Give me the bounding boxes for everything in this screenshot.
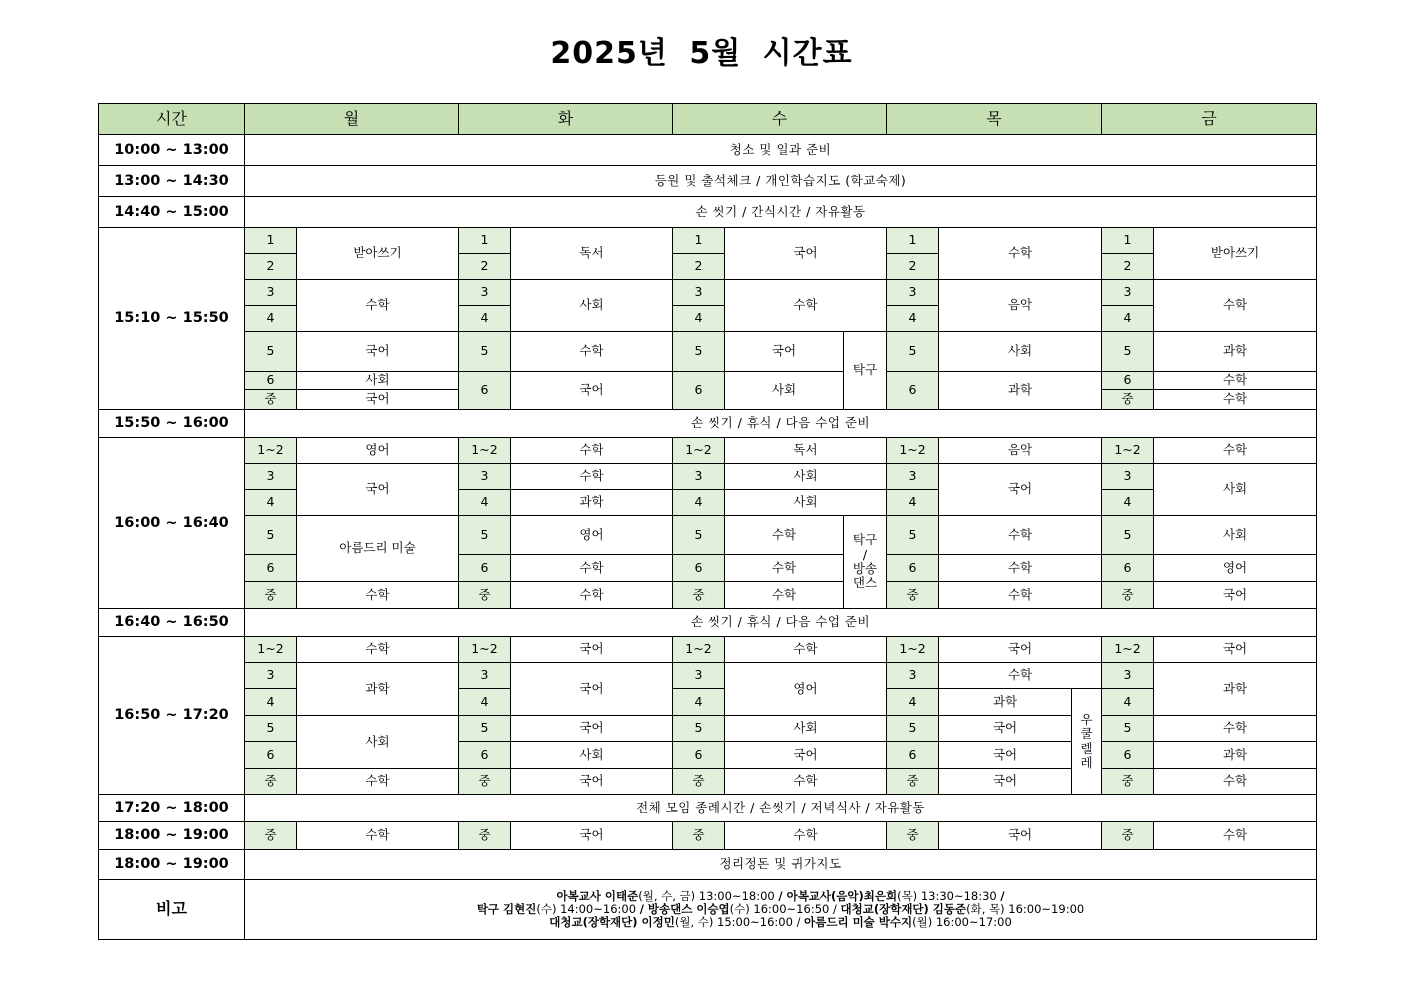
grade-cell: 3 [459, 663, 511, 689]
grade-cell: 6 [459, 742, 511, 769]
subject-cell: 국어 [297, 390, 459, 410]
subject-cell: 수학 [1154, 438, 1317, 464]
table-row [99, 197, 1317, 228]
subject-cell: 국어 [939, 464, 1102, 516]
timetable [98, 103, 1317, 940]
table-row [99, 582, 1317, 609]
grade-cell: 4 [459, 689, 511, 716]
grade-cell: 2 [887, 254, 939, 280]
ukulele-cell: 우 쿨 렐 레 [1072, 689, 1102, 795]
table-row [99, 166, 1317, 197]
note-segment: (수) 16:00~16:50 / [729, 901, 841, 916]
note-cell [245, 880, 1317, 940]
subject-cell: 영어 [1154, 555, 1317, 582]
subject-cell: 과학 [511, 490, 673, 516]
grade-cell: 4 [887, 306, 939, 332]
table-row [99, 663, 1317, 689]
activity-cell: 손 씻기 / 휴식 / 다음 수업 준비 [245, 410, 1317, 438]
grade-cell: 중 [459, 769, 511, 795]
grade-cell: 5 [887, 332, 939, 372]
grade-cell: 중 [245, 822, 297, 850]
subject-cell: 수학 [297, 769, 459, 795]
grade-cell: 3 [245, 663, 297, 689]
table-row [99, 555, 1317, 582]
table-row [99, 306, 1317, 332]
grade-cell: 3 [459, 280, 511, 306]
grade-cell: 1 [887, 228, 939, 254]
subject-cell: 과학 [939, 372, 1102, 410]
grade-cell: 3 [887, 663, 939, 689]
subject-cell: 국어 [725, 228, 887, 280]
grade-cell: 6 [245, 742, 297, 769]
time-cell: 14:40 ~ 15:00 [99, 197, 245, 228]
time-cell: 16:00 ~ 16:40 [99, 438, 245, 609]
activity-cell: 청소 및 일과 준비 [245, 135, 1317, 166]
table-row [99, 850, 1317, 880]
subject-cell: 수학 [725, 280, 887, 332]
subject-cell: 국어 [511, 822, 673, 850]
table-row [99, 689, 1317, 716]
grade-cell: 5 [673, 332, 725, 372]
subject-cell: 국어 [511, 769, 673, 795]
grade-cell: 6 [673, 372, 725, 410]
grade-cell: 6 [1102, 742, 1154, 769]
subject-cell: 수학 [939, 228, 1102, 280]
grade-cell: 2 [459, 254, 511, 280]
grade-cell: 1~2 [887, 637, 939, 663]
subject-cell: 수학 [725, 637, 887, 663]
grade-cell: 5 [459, 332, 511, 372]
grade-cell: 6 [245, 555, 297, 582]
grade-cell: 4 [459, 490, 511, 516]
header-mon: 월 [245, 104, 459, 135]
subject-cell: 수학 [725, 822, 887, 850]
subject-cell: 사회 [725, 716, 887, 742]
subject-cell: 국어 [725, 332, 844, 372]
grade-cell: 1 [1102, 228, 1154, 254]
subject-cell: 수학 [511, 555, 673, 582]
table-row [99, 228, 1317, 254]
grade-cell: 3 [245, 464, 297, 490]
subject-cell: 과학 [1154, 742, 1317, 769]
grade-cell: 4 [1102, 306, 1154, 332]
grade-cell: 2 [1102, 254, 1154, 280]
subject-cell: 수학 [1154, 769, 1317, 795]
note-segment: (화, 목) 16:00~19:00 [966, 901, 1085, 916]
subject-cell: 수학 [725, 582, 844, 609]
grade-cell: 3 [1102, 464, 1154, 490]
note-segment: 탁구 김현진 [476, 901, 537, 916]
grade-cell: 중 [459, 822, 511, 850]
grade-cell: 1~2 [673, 438, 725, 464]
activity-cell: 전체 모임 종례시간 / 손씻기 / 저녁식사 / 자유활동 [245, 795, 1317, 822]
table-row [99, 438, 1317, 464]
grade-cell: 6 [887, 555, 939, 582]
subject-cell: 국어 [297, 464, 459, 516]
grade-cell: 중 [1102, 390, 1154, 410]
subject-cell: 수학 [1154, 822, 1317, 850]
subject-cell: 국어 [939, 822, 1102, 850]
table-row [99, 822, 1317, 850]
subject-cell: 수학 [1154, 390, 1317, 410]
table-row [99, 410, 1317, 438]
table-row [99, 716, 1317, 742]
subject-cell: 국어 [297, 332, 459, 372]
subject-cell: 사회 [511, 742, 673, 769]
subject-cell: 국어 [939, 742, 1072, 769]
grade-cell: 2 [245, 254, 297, 280]
grade-cell: 1~2 [1102, 637, 1154, 663]
time-cell: 15:10 ~ 15:50 [99, 228, 245, 410]
table-row [99, 795, 1317, 822]
grade-cell: 6 [673, 555, 725, 582]
grade-cell: 중 [887, 769, 939, 795]
note-segment: (월, 수) 15:00~16:00 / [674, 915, 805, 930]
grade-cell: 중 [1102, 582, 1154, 609]
grade-cell: 4 [673, 689, 725, 716]
grade-cell: 1~2 [459, 637, 511, 663]
subject-cell: 사회 [1154, 464, 1317, 516]
subject-cell: 사회 [297, 716, 459, 769]
activity-cell: 등원 및 출석체크 / 개인학습지도 (학교숙제) [245, 166, 1317, 197]
note-segment: 대청교(장학재단) 이정민 [549, 915, 675, 930]
header-tue: 화 [459, 104, 673, 135]
subject-cell: 수학 [297, 582, 459, 609]
grade-cell: 1~2 [459, 438, 511, 464]
note-segment: (월, 수, 금) 13:00~18:00 [638, 888, 779, 903]
grade-cell: 1 [245, 228, 297, 254]
subject-cell: 수학 [939, 582, 1102, 609]
grade-cell: 5 [245, 716, 297, 742]
header-row [99, 104, 1317, 135]
time-cell: 18:00 ~ 19:00 [99, 850, 245, 880]
grade-cell: 4 [887, 689, 939, 716]
note-segment: / 방송댄스 이승엽 [639, 901, 730, 916]
subject-cell: 수학 [939, 516, 1102, 555]
grade-cell: 1~2 [673, 637, 725, 663]
subject-cell: 받아쓰기 [297, 228, 459, 280]
subject-cell: 국어 [511, 372, 673, 410]
grade-cell: 1~2 [887, 438, 939, 464]
time-cell: 15:50 ~ 16:00 [99, 410, 245, 438]
subject-cell: 수학 [1154, 716, 1317, 742]
subject-cell: 수학 [725, 516, 844, 555]
grade-cell: 4 [1102, 689, 1154, 716]
subject-cell: 수학 [511, 464, 673, 490]
grade-cell: 1~2 [1102, 438, 1154, 464]
subject-cell: 과학 [297, 663, 459, 716]
time-cell: 18:00 ~ 19:00 [99, 822, 245, 850]
subject-cell: 음악 [939, 280, 1102, 332]
subject-cell: 과학 [1154, 663, 1317, 716]
subject-cell: 사회 [939, 332, 1102, 372]
grade-cell: 중 [673, 582, 725, 609]
subject-cell: 수학 [725, 769, 887, 795]
grade-cell: 5 [459, 716, 511, 742]
grade-cell: 5 [1102, 716, 1154, 742]
time-cell: 16:50 ~ 17:20 [99, 637, 245, 795]
grade-cell: 4 [459, 306, 511, 332]
subject-cell: 사회 [725, 490, 887, 516]
subject-cell: 수학 [939, 555, 1102, 582]
grade-cell: 중 [673, 769, 725, 795]
grade-cell: 3 [1102, 280, 1154, 306]
subject-cell: 음악 [939, 438, 1102, 464]
note-segment: 대청교(장학재단) 김동준 [840, 901, 967, 916]
grade-cell: 중 [1102, 822, 1154, 850]
grade-cell: 6 [1102, 555, 1154, 582]
subject-cell: 수학 [297, 280, 459, 332]
tabletennis-dance-cell: 탁구 / 방송 댄스 [844, 516, 887, 609]
subject-cell: 과학 [939, 689, 1072, 716]
grade-cell: 6 [1102, 372, 1154, 390]
grade-cell: 4 [245, 490, 297, 516]
grade-cell: 5 [887, 516, 939, 555]
note-segment: / 아복교사(음악)최은희 [778, 888, 898, 903]
table-row [99, 609, 1317, 637]
subject-cell: 받아쓰기 [1154, 228, 1317, 280]
grade-cell: 3 [673, 280, 725, 306]
time-cell: 17:20 ~ 18:00 [99, 795, 245, 822]
subject-cell: 과학 [1154, 332, 1317, 372]
grade-cell: 중 [245, 769, 297, 795]
header-time: 시간 [99, 104, 245, 135]
header-fri: 금 [1102, 104, 1317, 135]
subject-cell: 국어 [939, 637, 1102, 663]
note-segment: 아름드리 미술 박수지 [804, 915, 913, 930]
grade-cell: 중 [673, 822, 725, 850]
header-thu: 목 [887, 104, 1102, 135]
subject-cell: 국어 [1154, 637, 1317, 663]
subject-cell: 사회 [725, 372, 844, 410]
subject-cell: 국어 [939, 769, 1072, 795]
grade-cell: 3 [887, 280, 939, 306]
note-segment: 아복교사 이태준 [556, 888, 639, 903]
subject-cell: 아름드리 미술 [297, 516, 459, 582]
table-row [99, 464, 1317, 490]
grade-cell: 중 [245, 582, 297, 609]
grade-cell: 4 [245, 689, 297, 716]
time-cell: 13:00 ~ 14:30 [99, 166, 245, 197]
table-row [99, 769, 1317, 795]
subject-cell: 수학 [939, 663, 1102, 689]
grade-cell: 6 [459, 555, 511, 582]
grade-cell: 4 [887, 490, 939, 516]
grade-cell: 5 [1102, 516, 1154, 555]
subject-cell: 탁구 [844, 332, 887, 410]
subject-cell: 수학 [1154, 372, 1317, 390]
note-segment: (목) 13:30~18:30 [897, 888, 1001, 903]
subject-cell: 수학 [1154, 280, 1317, 332]
grade-cell: 5 [245, 516, 297, 555]
table-row [99, 332, 1317, 372]
grade-cell: 6 [887, 372, 939, 410]
subject-cell: 수학 [297, 822, 459, 850]
grade-cell: 중 [887, 822, 939, 850]
table-row [99, 254, 1317, 280]
grade-cell: 3 [1102, 663, 1154, 689]
grade-cell: 2 [673, 254, 725, 280]
subject-cell: 수학 [511, 582, 673, 609]
grade-cell: 1 [459, 228, 511, 254]
page-title: 2025년 5월 시간표 [550, 36, 853, 71]
note-segment: (월) 16:00~17:00 [912, 915, 1012, 930]
grade-cell: 5 [887, 716, 939, 742]
grade-cell: 1 [673, 228, 725, 254]
grade-cell: 6 [245, 372, 297, 390]
grade-cell: 4 [245, 306, 297, 332]
note-label: 비고 [99, 880, 245, 940]
subject-cell: 수학 [725, 555, 844, 582]
grade-cell: 3 [459, 464, 511, 490]
subject-cell: 사회 [1154, 516, 1317, 555]
time-cell: 10:00 ~ 13:00 [99, 135, 245, 166]
grade-cell: 1~2 [245, 438, 297, 464]
subject-cell: 독서 [511, 228, 673, 280]
subject-cell: 사회 [297, 372, 459, 390]
header-wed: 수 [673, 104, 887, 135]
subject-cell: 국어 [725, 742, 887, 769]
subject-cell: 수학 [511, 332, 673, 372]
activity-cell: 손 씻기 / 간식시간 / 자유활동 [245, 197, 1317, 228]
grade-cell: 3 [245, 280, 297, 306]
note-segment: (수) 14:00~16:00 [536, 901, 640, 916]
table-row [99, 490, 1317, 516]
grade-cell: 3 [673, 464, 725, 490]
subject-cell: 영어 [725, 663, 887, 716]
activity-cell: 손 씻기 / 휴식 / 다음 수업 준비 [245, 609, 1317, 637]
time-cell: 16:40 ~ 16:50 [99, 609, 245, 637]
subject-cell: 독서 [725, 438, 887, 464]
note-segment: / [1000, 888, 1005, 903]
subject-cell: 국어 [511, 663, 673, 716]
table-row [99, 135, 1317, 166]
grade-cell: 6 [459, 372, 511, 410]
subject-cell: 수학 [511, 438, 673, 464]
subject-cell: 국어 [511, 716, 673, 742]
subject-cell: 국어 [1154, 582, 1317, 609]
grade-cell: 중 [1102, 769, 1154, 795]
grade-cell: 5 [673, 516, 725, 555]
activity-cell: 정리정돈 및 귀가지도 [245, 850, 1317, 880]
subject-cell: 국어 [511, 637, 673, 663]
notes-row [99, 880, 1317, 940]
grade-cell: 3 [673, 663, 725, 689]
grade-cell: 4 [1102, 490, 1154, 516]
grade-cell: 6 [887, 742, 939, 769]
grade-cell: 중 [459, 582, 511, 609]
grade-cell: 5 [459, 516, 511, 555]
grade-cell: 5 [245, 332, 297, 372]
subject-cell: 수학 [297, 637, 459, 663]
grade-cell: 4 [673, 490, 725, 516]
note-line-3 [245, 916, 1316, 929]
subject-cell: 영어 [511, 516, 673, 555]
grade-cell: 중 [887, 582, 939, 609]
subject-cell: 영어 [297, 438, 459, 464]
table-row [99, 280, 1317, 306]
grade-cell: 6 [673, 742, 725, 769]
table-row [99, 637, 1317, 663]
grade-cell: 1~2 [245, 637, 297, 663]
subject-cell: 사회 [725, 464, 887, 490]
grade-cell: 5 [673, 716, 725, 742]
table-row [99, 742, 1317, 769]
grade-cell: 4 [673, 306, 725, 332]
subject-cell: 사회 [511, 280, 673, 332]
grade-cell: 5 [1102, 332, 1154, 372]
grade-cell: 3 [887, 464, 939, 490]
grade-cell: 중 [245, 390, 297, 410]
table-row [99, 516, 1317, 555]
table-row [99, 372, 1317, 390]
subject-cell: 국어 [939, 716, 1072, 742]
